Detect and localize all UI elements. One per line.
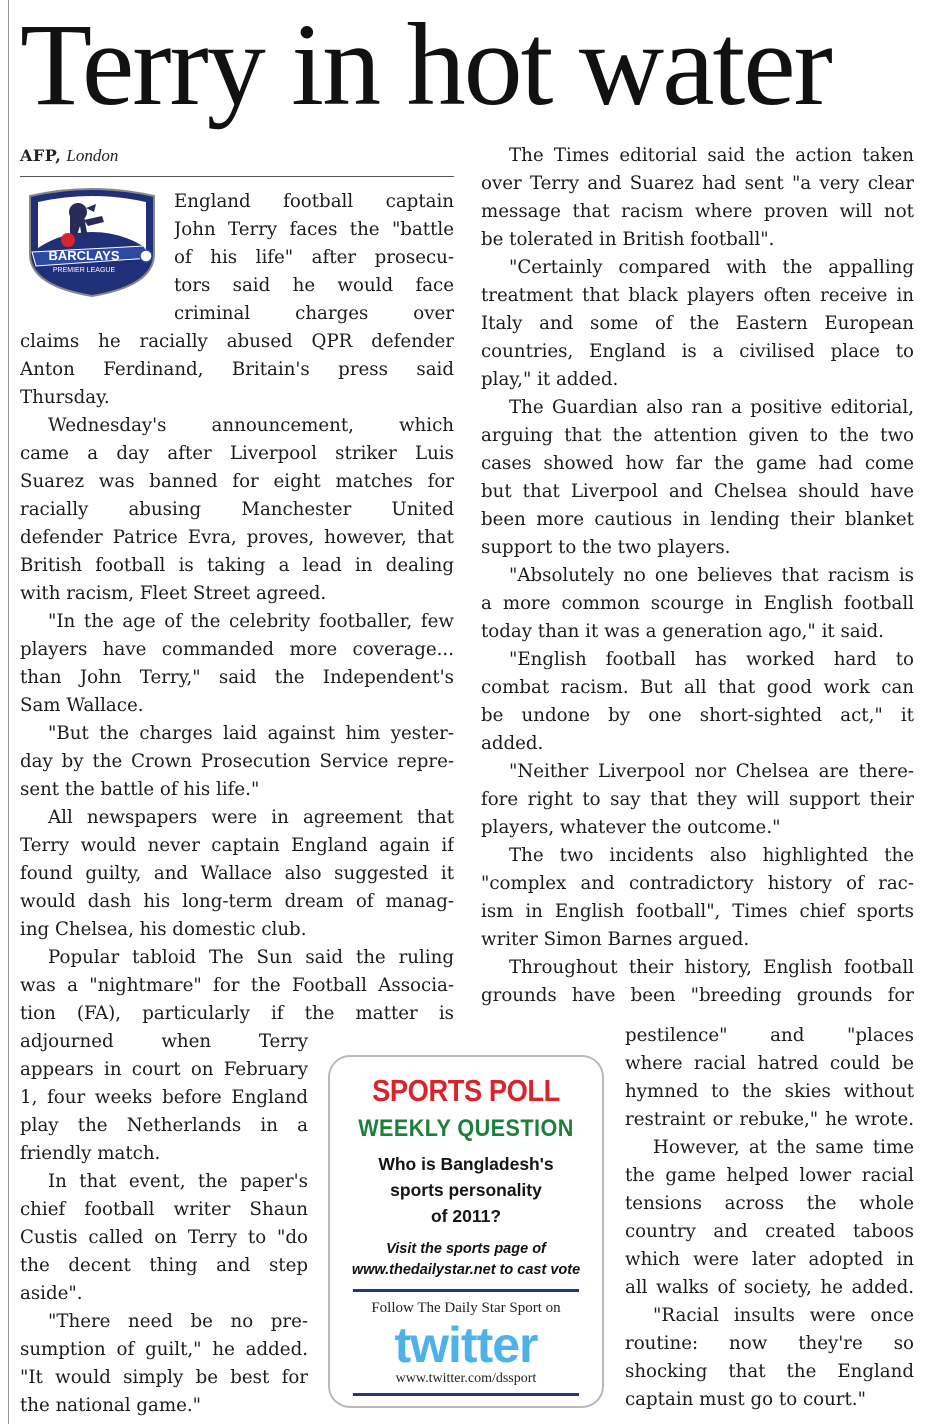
col2-body-text (481, 142, 914, 1010)
text-line: Sam Wallace. (20, 695, 144, 716)
headline: Terry in hot water (20, 0, 831, 130)
text-line: "In the age of the celebrity footballer, few (48, 611, 454, 632)
text-line: claims he racially abused QPR defender (20, 331, 454, 352)
poll-visit-line: www.thedailystar.net to cast vote (351, 1262, 581, 1278)
text-line: pestilence" and "places (625, 1025, 914, 1046)
text-line: chief football writer Shaun (20, 1199, 308, 1220)
text-line: the decent thing and step (20, 1255, 308, 1276)
text-line: than John Terry," said the Independent's (20, 667, 454, 688)
poll-subtitle: WEEKLY QUESTION (358, 1115, 574, 1142)
page-edge-rule (8, 0, 9, 1424)
text-line: would dash his long-term dream of manag- (20, 891, 454, 912)
text-line: be tolerated in British football". (481, 229, 775, 250)
dateline-agency: AFP, (20, 146, 62, 165)
text-line: day by the Crown Prosecution Service repre- (20, 751, 454, 772)
text-line: added. (481, 733, 544, 754)
text-line: Custis called on Terry to "do (20, 1227, 308, 1248)
poll-title: SPORTS POLL (372, 1073, 560, 1108)
dateline (20, 146, 118, 166)
text-line: cases showed how far the game had come (481, 453, 914, 474)
poll-follow-text: Follow The Daily Star Sport on (371, 1300, 561, 1316)
poll-question-line: sports personality (390, 1180, 542, 1200)
text-line: all walks of society, he added. (625, 1277, 914, 1298)
text-line: the game helped lower racial (625, 1165, 914, 1186)
text-line: ism in English football", Times chief sports (481, 901, 914, 922)
text-line: "Neither Liverpool nor Chelsea are there- (509, 761, 914, 782)
text-line: Anton Ferdinand, Britain's press said (20, 359, 454, 380)
text-line: England football captain (174, 191, 454, 212)
text-line: routine: now they're so (625, 1333, 914, 1354)
text-line: over Terry and Suarez had sent "a very clear (481, 173, 914, 194)
text-line: friendly match. (20, 1143, 161, 1164)
text-line: players have commanded more coverage... (20, 639, 454, 660)
text-line: tors said he would face (174, 275, 454, 296)
text-line: a more common scourge in English football (481, 593, 914, 614)
text-line: which were later adopted in (625, 1249, 914, 1270)
text-line: adjourned when Terry (20, 1031, 308, 1052)
text-line: shocking that the England (625, 1361, 914, 1382)
text-line: country and created taboos (625, 1221, 914, 1242)
logo-text-barclays: BARCLAYS (48, 248, 120, 263)
text-line: defender Patrice Evra, proves, however, that (20, 527, 454, 548)
text-line: treatment that black players often receive in (481, 285, 914, 306)
text-line: "Racial insults were once (653, 1305, 914, 1326)
text-line: aside". (20, 1283, 83, 1304)
text-line: tensions across the whole (625, 1193, 914, 1214)
text-line: but that Liverpool and Chelsea should have (481, 481, 914, 502)
ball-icon (140, 250, 152, 262)
text-line: Wednesday's announcement, which (48, 415, 454, 436)
poll-question-line: Who is Bangladesh's (378, 1154, 554, 1174)
text-line: The Times editorial said the action taken (509, 145, 914, 166)
text-line: Terry would never captain England again if (20, 835, 454, 856)
text-line: tion (FA), particularly if the matter is (20, 1003, 454, 1024)
text-line: with racism, Fleet Street agreed. (20, 583, 327, 604)
text-line: In that event, the paper's (48, 1171, 308, 1192)
text-line: "It would simply be best for (20, 1367, 308, 1388)
dateline-city: London (66, 146, 119, 165)
poll-question (330, 1151, 602, 1229)
col1-wrap-text (174, 188, 454, 328)
text-line: writer Simon Barnes argued. (481, 929, 750, 950)
poll-divider (353, 1289, 579, 1292)
text-line: The two incidents also highlighted the (509, 845, 914, 866)
sports-poll-box (328, 1055, 604, 1408)
text-line: today than it was a generation ago," it said. (481, 621, 884, 642)
premier-league-logo (22, 186, 162, 298)
text-line: "Absolutely no one believes that racism is (509, 565, 914, 586)
text-line: However, at the same time (653, 1137, 914, 1158)
logo-text-premier-league: PREMIER LEAGUE (52, 267, 116, 274)
text-line: countries, England is a civilised place to (481, 341, 914, 362)
text-line: Thursday. (20, 387, 110, 408)
text-line: All newspapers were in agreement that (48, 807, 454, 828)
text-line: grounds have been "breeding grounds for (481, 985, 914, 1006)
text-line: Italy and some of the Eastern European (481, 313, 914, 334)
text-line: sent the battle of his life." (20, 779, 260, 800)
text-line: ing Chelsea, his domestic club. (20, 919, 307, 940)
text-line: John Terry faces the "battle (174, 219, 454, 240)
text-line: British football is taking a lead in dealing (20, 555, 454, 576)
text-line: was a "nightmare" for the Football Associa- (20, 975, 454, 996)
text-line: message that racism where proven will not (481, 201, 914, 222)
text-line: players, whatever the outcome." (481, 817, 781, 838)
text-line: sumption of guilt," he added. (20, 1339, 308, 1360)
col2-narrow-text (625, 1022, 914, 1414)
col1-body-text (20, 328, 454, 1028)
text-line: play," it added. (481, 369, 619, 390)
text-line: "Certainly compared with the appalling (509, 257, 914, 278)
text-line: criminal charges over (174, 303, 454, 324)
text-line: restraint or rebuke," he wrote. (625, 1109, 914, 1130)
text-line: came a day after Liverpool striker Luis (20, 443, 454, 464)
text-line: where racial hatred could be (625, 1053, 914, 1074)
text-line: "English football has worked hard to (509, 649, 914, 670)
text-line: "complex and contradictory history of rac- (481, 873, 914, 894)
text-line: appears in court on February (20, 1059, 308, 1080)
twitter-logo-icon: twitter (394, 1317, 538, 1373)
text-line: be undone by one short-sighted act," it (481, 705, 914, 726)
football-icon (61, 233, 75, 247)
text-line: fore right to say that they will support their (481, 789, 914, 810)
text-line: Throughout their history, English football (509, 957, 914, 978)
poll-divider-bottom (353, 1393, 579, 1396)
poll-visit-text (330, 1239, 602, 1281)
text-line: 1, four weeks before England (20, 1087, 308, 1108)
poll-question-line: of 2011? (430, 1206, 502, 1226)
text-line: racially abusing Manchester United (20, 499, 454, 520)
poll-visit-line: Visit the sports page of (386, 1241, 546, 1257)
text-line: arguing that the attention given to the two (481, 425, 914, 446)
text-line: hymned to the skies without (625, 1081, 914, 1102)
text-line: support to the two players. (481, 537, 731, 558)
text-line: found guilty, and Wallace also suggested it (20, 863, 454, 884)
col1-narrow-text (20, 1028, 308, 1420)
text-line: Popular tabloid The Sun said the ruling (48, 947, 454, 968)
dateline-rule (20, 176, 454, 177)
text-line: combat racism. But all that good work can (481, 677, 914, 698)
text-line: play the Netherlands in a (20, 1115, 308, 1136)
text-line: captain must go to court." (625, 1389, 866, 1410)
text-line: Suarez was banned for eight matches for (20, 471, 454, 492)
text-line: the national game." (20, 1395, 201, 1416)
text-line: The Guardian also ran a positive editorial, (509, 397, 914, 418)
text-line: of his life" after prosecu- (174, 247, 454, 268)
twitter-url: www.twitter.com/dssport (395, 1371, 537, 1386)
text-line: been more cautious in lending their blanket (481, 509, 914, 530)
text-line: "But the charges laid against him yester- (48, 723, 454, 744)
text-line: "There need be no pre- (48, 1311, 308, 1332)
